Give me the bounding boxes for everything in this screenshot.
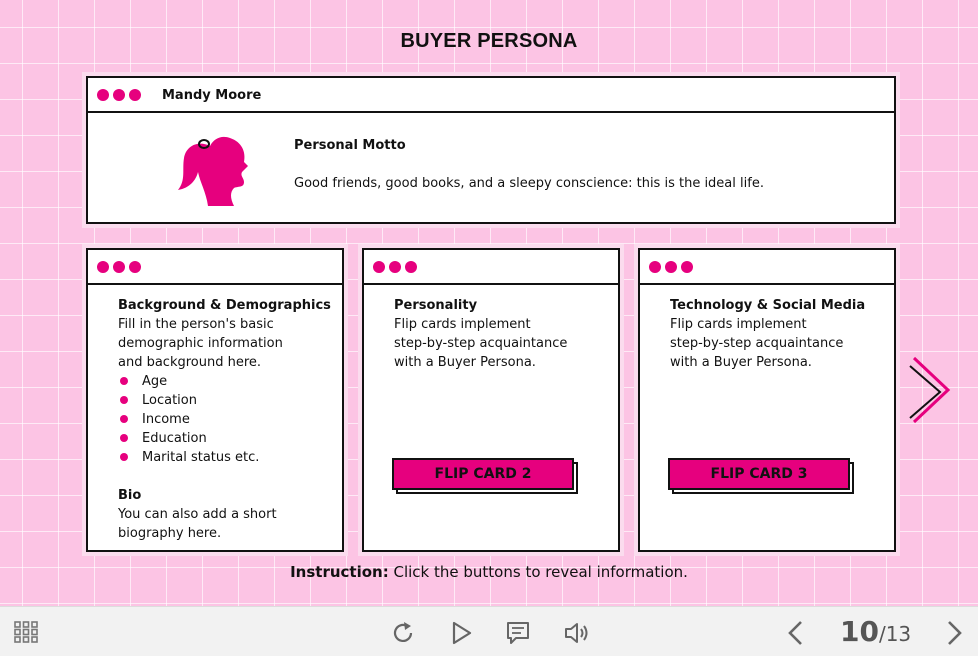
instruction-label: Instruction: xyxy=(290,563,389,581)
dot-icon xyxy=(97,89,109,101)
player-bar xyxy=(0,606,978,656)
flip-card-2-label[interactable]: FLIP CARD 2 xyxy=(392,458,574,490)
dot-icon xyxy=(373,261,385,273)
play-icon[interactable] xyxy=(450,620,474,650)
slide-title: BUYER PERSONA xyxy=(400,30,578,52)
card-body xyxy=(118,296,332,543)
bio-text-line: biography here. xyxy=(118,526,222,541)
persona-panel-header xyxy=(88,78,894,113)
current-page: 10 xyxy=(840,615,879,648)
card-text-line: Flip cards implement xyxy=(394,317,531,332)
card-text-line: step-by-step acquaintance xyxy=(670,336,844,351)
card-heading: Personality xyxy=(394,298,478,313)
dot-icon xyxy=(389,261,401,273)
card-heading: Technology & Social Media xyxy=(670,298,866,313)
dot-icon xyxy=(129,89,141,101)
next-slide-arrow-icon[interactable] xyxy=(906,356,952,430)
card-header xyxy=(364,250,618,285)
card-technology-social xyxy=(638,248,896,552)
window-dots xyxy=(97,261,141,273)
window-dots xyxy=(97,89,141,101)
flip-card-2-button[interactable] xyxy=(392,458,578,494)
flip-card-3-label[interactable]: FLIP CARD 3 xyxy=(668,458,850,490)
card-text-line: and background here. xyxy=(118,355,262,370)
persona-panel xyxy=(86,76,896,224)
dot-icon xyxy=(113,261,125,273)
page-counter xyxy=(840,615,911,648)
list-item: Education xyxy=(118,429,332,448)
card-text-line: step-by-step acquaintance xyxy=(394,336,568,351)
card-personality xyxy=(362,248,620,552)
bio-heading: Bio xyxy=(118,488,142,503)
dot-icon xyxy=(405,261,417,273)
card-header xyxy=(640,250,894,285)
card-text-line: with a Buyer Persona. xyxy=(670,355,812,370)
grid-menu-icon[interactable] xyxy=(14,621,38,647)
next-icon[interactable] xyxy=(944,619,964,651)
card-header xyxy=(88,250,342,285)
card-text-line: Flip cards implement xyxy=(670,317,807,332)
dot-icon xyxy=(113,89,125,101)
dot-icon xyxy=(665,261,677,273)
persona-name: Mandy Moore xyxy=(162,88,262,103)
total-pages: /13 xyxy=(878,622,912,646)
instruction-text: Click the buttons to reveal information. xyxy=(388,563,688,581)
instruction xyxy=(0,563,978,581)
dot-icon xyxy=(649,261,661,273)
prev-icon[interactable] xyxy=(786,619,806,651)
card-text-line: demographic information xyxy=(118,336,283,351)
dot-icon xyxy=(97,261,109,273)
motto-text: Good friends, good books, and a sleepy conscience: this is the ideal life. xyxy=(294,176,764,191)
card-body xyxy=(670,296,884,372)
list-item: Income xyxy=(118,410,332,429)
card-heading: Background & Demographics xyxy=(118,298,331,313)
volume-icon[interactable] xyxy=(563,620,591,650)
card-text-line: Fill in the person's basic xyxy=(118,317,274,332)
dot-icon xyxy=(681,261,693,273)
list-item: Age xyxy=(118,372,332,391)
notes-icon[interactable] xyxy=(505,620,531,650)
card-background-demographics xyxy=(86,248,344,552)
persona-avatar-icon xyxy=(164,124,248,212)
demographics-list xyxy=(118,372,332,467)
flip-card-3-button[interactable] xyxy=(668,458,854,494)
list-item: Location xyxy=(118,391,332,410)
motto-heading: Personal Motto xyxy=(294,138,406,153)
list-item: Marital status etc. xyxy=(118,448,332,467)
card-text-line: with a Buyer Persona. xyxy=(394,355,536,370)
window-dots xyxy=(649,261,693,273)
window-dots xyxy=(373,261,417,273)
card-body xyxy=(394,296,608,372)
replay-icon[interactable] xyxy=(390,620,416,650)
bio-text-line: You can also add a short xyxy=(118,507,277,522)
dot-icon xyxy=(129,261,141,273)
